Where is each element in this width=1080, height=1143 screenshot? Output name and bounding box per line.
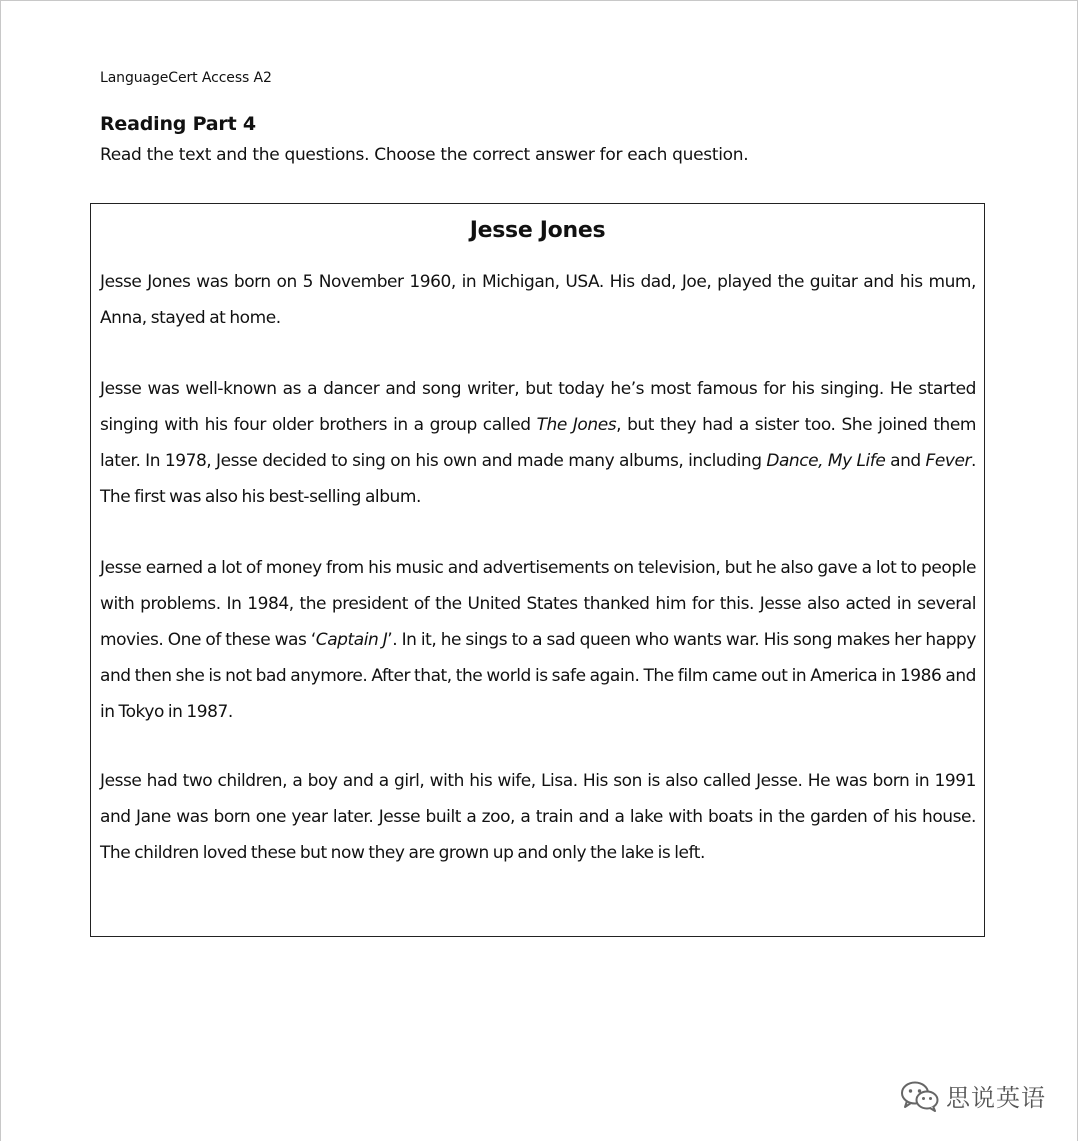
album-title: Dance, My Life xyxy=(766,451,886,471)
paragraph-4-text: Jesse had two children, a boy and a girl, with his wife, Lisa. His son is also called Jesse. He was born in 1991 and Jane was born one year later. Jesse built a zoo, a train and a lake with boats in the garden of his house. The children loved these but now they are grown up and only the lake is left. xyxy=(100,771,976,863)
paragraph-2-text: . The first was also his best-selling album. xyxy=(100,451,976,507)
reading-text-box xyxy=(90,203,985,937)
movie-title: Captain J xyxy=(315,630,388,650)
paragraph-2-text: and xyxy=(885,451,926,471)
paragraph-1 xyxy=(100,264,976,336)
paragraph-3 xyxy=(100,550,976,730)
group-name: The Jones xyxy=(536,415,617,435)
paragraph-2-text: Jesse was well-known as a dancer and song writer, but today he’s most famous for his singing. He started singing with his four older brothers in a group called xyxy=(100,379,976,435)
paragraph-4 xyxy=(100,763,976,871)
paragraph-2-text: , but they had a sister too. She joined them later. In 1978, Jesse decided to sing on his own and made many albums, including xyxy=(100,415,976,471)
exam-label: LanguageCert Access A2 xyxy=(100,70,272,86)
paragraph-3-text: Jesse earned a lot of money from his music and advertisements on television, but he also gave a lot to people with problems. In 1984, the president of the United States thanked him for this. Jesse also acted in several movies. One of these was ‘ xyxy=(100,558,976,650)
paragraph-1-text: Jesse Jones was born on 5 November 1960, in Michigan, USA. His dad, Joe, played the guitar and his mum, Anna, stayed at home. xyxy=(100,272,976,328)
instructions: Read the text and the questions. Choose the correct answer for each question. xyxy=(100,145,749,165)
watermark-text: 思说英语 xyxy=(946,1084,1046,1112)
album-title: Fever xyxy=(925,451,972,471)
part-title: Reading Part 4 xyxy=(100,113,256,135)
paragraph-3-text: ’. In it, he sings to a sad queen who wants war. His song makes her happy and then she is not bad anymore. After that, the world is safe again. The film came out in America in 1986 and in Tokyo in 1987. xyxy=(100,630,976,722)
article-title: Jesse Jones xyxy=(469,218,606,243)
watermark xyxy=(900,1078,1046,1113)
wechat-icon xyxy=(900,1080,940,1112)
paragraph-2 xyxy=(100,371,976,515)
